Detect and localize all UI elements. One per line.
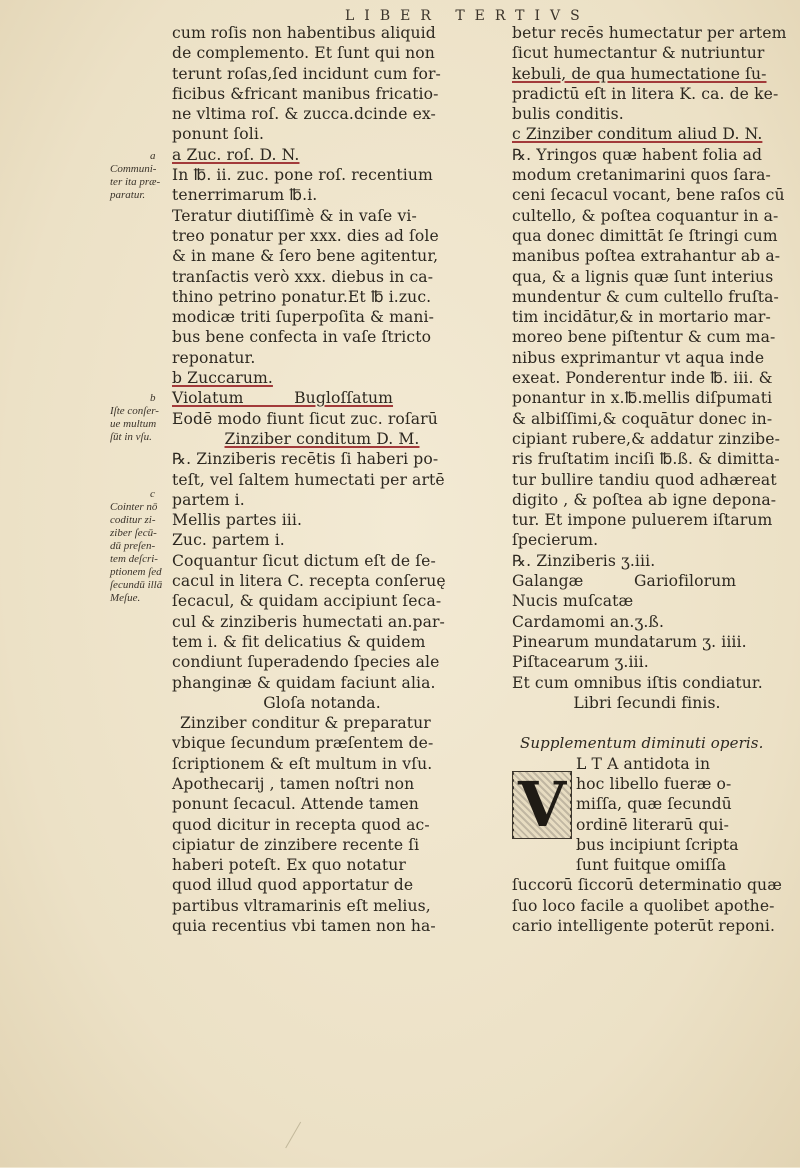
spacer [512,713,800,733]
gloss-heading: Gloſa notanda. [263,693,381,712]
supplement-title: Supplementum diminuti operis. [520,734,764,753]
supplement-line: miſſa, quæ ſecundū [576,795,732,814]
text-line: phanginæ & quidam faciunt alia. [172,673,436,692]
text-line: Eodē modo fiunt ſicut zuc. roſarū [172,409,438,428]
supplement-line: bus incipiunt ſcripta [576,835,739,854]
text-line: mundentur & cum cultello fruſta- [512,287,779,306]
text-line: kebuli, de qua humectatione ſu- [512,64,767,83]
sidenote-letter: b [150,392,156,404]
text-line: qua donec dimittāt ſe ſtringi cum [512,226,778,245]
text-line: Pinearum mundatarum ʒ. iiii. [512,632,747,651]
supplement-line: ſunt fuitque omiſſa [576,856,727,875]
text-line: ficibus &fricant manibus fricatio- [172,84,439,103]
text-line: Piſtacearum ʒ.iii. [512,653,649,672]
text-line: ponunt ſoli. [172,125,265,144]
text-line: bulis conditis. [512,105,624,124]
text-line: tur bullire tandiu quod adhæreat [512,470,777,489]
text-line: ne vltima roſ. & zucca.dcinde ex- [172,105,436,124]
text-line: ſicut humectantur & nutriuntur [512,44,765,63]
text-line: bus bene confecta in vaſe ſtricto [172,328,432,347]
text-line: ceni ſecacul vocant, bene raſos cū [512,186,785,205]
ink-mark [285,1122,336,1168]
text-line: tem i. & fit delicatius & quidem [172,632,426,651]
sidenote-letter: a [150,150,156,162]
text-line: cipiatur de zinzibere recente ſi [172,835,420,854]
text-line: Coquantur ſicut dictum eſt de ſe- [172,551,436,570]
text-line: Zuc. partem i. [172,531,285,550]
text-line: tranſactis verò xxx. diebus in ca- [172,267,434,286]
text-line: manibus poſtea extrahantur ab a- [512,247,781,266]
supplement-line: hoc libello fueræ o- [576,774,732,793]
text-line: Cardamomi an.ʒ.ß. [512,612,664,631]
text-line: partem i. [172,490,245,509]
text-line: ſecacul, & quidam accipiunt ſeca- [172,592,442,611]
supplement-line: cario intelligente poterūt reponi. [512,917,776,936]
text-line: betur recēs humectatur per artem [512,24,787,42]
left-column [172,23,492,936]
recipe-subheading: Violatum Bugloſſatum [172,389,394,408]
sidenote-line: ſūt in vſu. [110,431,152,443]
text-line: tur. Et impone puluerem iſtarum [512,511,773,530]
text-line: Mellis partes iii. [172,511,303,530]
text-line: exeat. Ponderentur inde ℔. iii. & [512,369,773,388]
sidenote-letter: c [150,488,155,500]
text-line: cacul in litera C. recepta conſeruę [172,572,446,591]
text-line: haberi poteſt. Ex quo notatur [172,856,406,875]
sidenote-line: dū preſen- [110,540,156,552]
text-line: & in mane & ſero bene agitentur, [172,247,439,266]
text-line: ſpecierum. [512,531,599,550]
text-line: cipiant rubere,& addatur zinzibe- [512,429,780,448]
sidenote-line: Cointer nō [110,501,158,513]
sidenote-line: Meſue. [110,592,141,604]
sidenote-line: tem deſcri- [110,553,158,565]
recipe-heading: c Zinziber conditum aliud D. N. [512,125,763,144]
text-line: condiunt ſuperadendo ſpecies ale [172,653,440,672]
text-line: modum cretanimarini quos ſara- [512,166,771,185]
text-line: & albiſſimi,& coquātur donec in- [512,409,773,428]
text-line: nibus exprimantur vt aqua inde [512,348,765,367]
text-line: vbique ſecundum præſentem de- [172,734,434,753]
text-line: ℞. Zinziberis ʒ.iii. [512,551,656,570]
text-line: cul & zinziberis humectati an.par- [172,612,445,631]
text-line: tim incidātur,& in mortario mar- [512,308,771,327]
text-line: ſcriptionem & eſt multum in vſu. [172,754,433,773]
sidenote-line: Iſte conſer- [110,405,159,417]
text-line: partibus vltramarinis eſt melius, [172,896,431,915]
text-line: treo ponatur per xxx. dies ad ſole [172,226,439,245]
text-line: terunt roſas,ſed incidunt cum for- [172,64,441,83]
text-line: Zinziber conditur & preparatur [180,714,431,733]
text-line: qua, & a lignis quæ ſunt interius [512,267,774,286]
sidenote-a [110,150,170,202]
sidenote-line: ziber ſecū- [110,527,157,539]
text-line: ℞. Yringos quæ habent folia ad [512,145,763,164]
supplement-line: ſuccorū ſiccorū determinatio quæ [512,876,782,895]
text-line: Nucis muſcatæ [512,592,634,611]
sidenote-line: coditur zi- [110,514,156,526]
text-line: ris fruſtatim inciſi ℔.ß. & dimitta- [512,450,780,469]
text-line: ℞. Zinziberis recētis ſi haberi po- [172,450,439,469]
supplement-line: ordinē literarū qui- [576,815,729,834]
running-head: LIBER TERTIVS [345,8,590,24]
decorated-initial [512,771,572,839]
text-line: cum roſis non habentibus aliquid [172,24,436,42]
text-line: tenerrimarum ℔.i. [172,186,318,205]
supplement-line: L T A antidota in [576,754,711,773]
text-line: In ℔. ii. zuc. pone roſ. recentium [172,166,433,185]
recipe-heading: Zinziber conditum D. M. [224,429,420,448]
initial-letter: V [514,772,570,838]
text-line: Galangæ Gariofilorum [512,572,737,591]
text-line: quod dicitur in recepta quod ac- [172,815,430,834]
text-line: cultello, & poſtea coquantur in a- [512,206,779,225]
text-line: thino petrino ponatur.Et ℔ i.zuc. [172,287,432,306]
sidenote-line: ſecundū illā [110,579,163,591]
text-line: digito , & poſtea ab igne depona- [512,490,777,509]
text-line: reponatur. [172,348,256,367]
text-line: pradictū eſt in litera K. ca. de ke- [512,84,779,103]
sidenote-line: ue multum [110,418,157,430]
text-line: ponantur in x.℔.mellis diſpumati [512,389,773,408]
sidenote-b [110,392,170,444]
book-ending: Libri ſecundi finis. [573,693,721,712]
sidenote-line: paratur. [110,189,146,201]
text-line: quod illud quod apportatur de [172,876,414,895]
sidenote-line: ptionem ſed [110,566,162,578]
recipe-heading: a Zuc. roſ. D. N. [172,145,300,164]
recipe-heading: b Zuccarum. [172,369,273,388]
text-line: de complemento. Et ſunt qui non [172,44,435,63]
text-line: moreo bene piſtentur & cum ma- [512,328,776,347]
text-line: teſt, vel ſaltem humectati per artē [172,470,445,489]
text-line: quia recentius vbi tamen non ha- [172,917,436,936]
text-line: Et cum omnibus iſtis condiatur. [512,673,763,692]
text-line: ponunt ſecacul. Attende tamen [172,795,419,814]
text-line: Apothecarij , tamen noſtri non [172,774,415,793]
text-line: modicæ triti ſuperpoſita & mani- [172,308,434,327]
text-line: Teratur diutiſſimè & in vaſe vi- [172,206,417,225]
sidenote-line: Communi- [110,163,157,175]
sidenote-line: ter ita præ- [110,176,161,188]
supplement-line: ſuo loco facile a quolibet apothe- [512,896,775,915]
sidenote-c [110,488,170,605]
